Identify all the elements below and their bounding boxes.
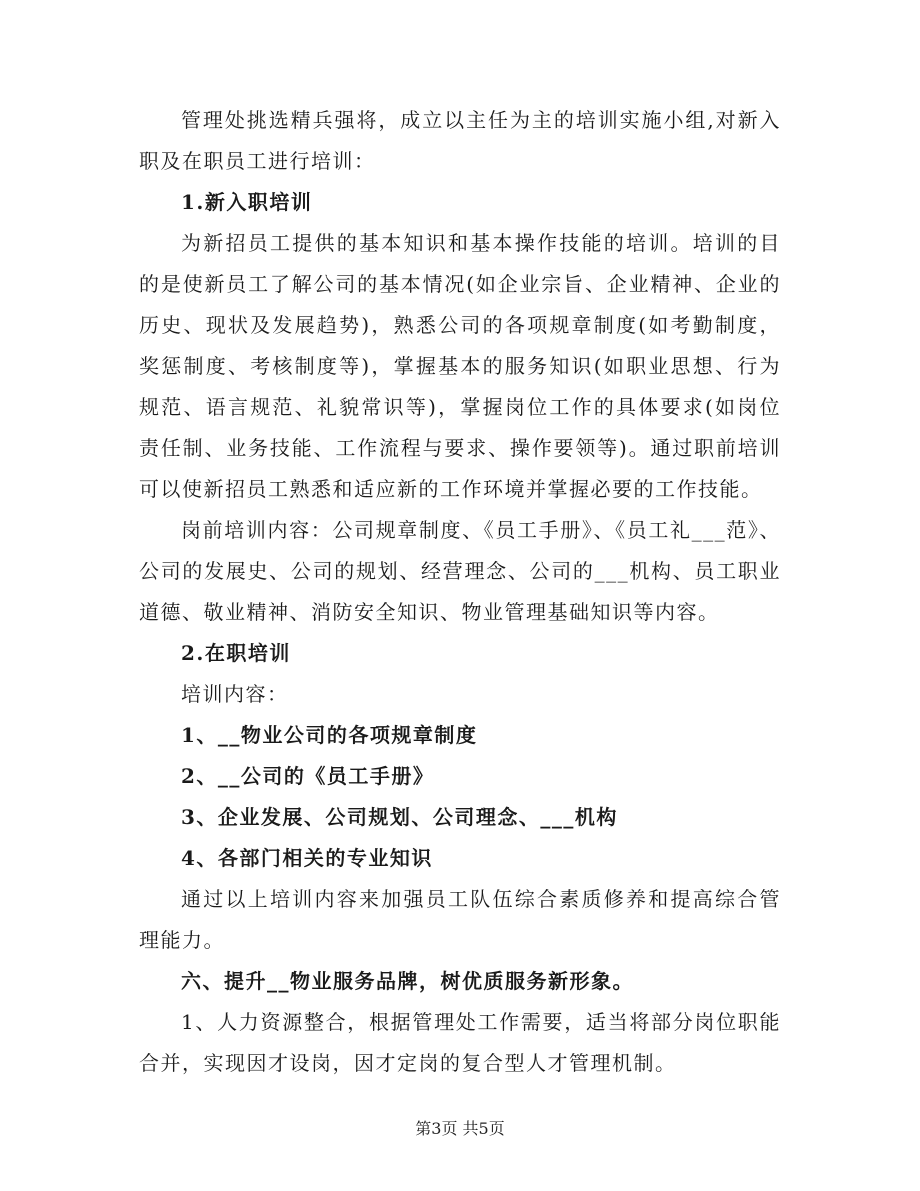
section-heading-on-job: 2.在职培训 xyxy=(181,641,291,665)
pre-job-content-paragraph: 岗前培训内容：公司规章制度、《员工手册》、《员工礼___范》、公司的发展史、公司的规划、经营理念、公司的___机构、员工职业道德、敬业精神、消防安全知识、物业管理基础知识等内容。 xyxy=(139,518,781,624)
list-item: 2、__公司的《员工手册》 xyxy=(181,764,435,788)
list-item: 3、企业发展、公司规划、公司理念、___机构 xyxy=(181,805,618,829)
hr-paragraph: 1、人力资源整合，根据管理处工作需要，适当将部分岗位职能合并，实现因才设岗，因才定岗的复合型人才管理机制。 xyxy=(139,1010,781,1075)
training-content-label: 培训内容： xyxy=(181,682,289,706)
intro-paragraph: 管理处挑选精兵强将，成立以主任为主的培训实施小组,对新入职及在职员工进行培训： xyxy=(139,108,781,173)
section-heading-new-hire: 1.新入职培训 xyxy=(181,190,313,214)
page-number-footer: 第3页 共5页 xyxy=(415,1119,505,1138)
document-body xyxy=(139,100,781,1084)
section-heading-brand: 六、提升__物业服务品牌，树优质服务新形象。 xyxy=(181,969,634,993)
summary-paragraph: 通过以上培训内容来加强员工队伍综合素质修养和提高综合管理能力。 xyxy=(139,887,781,952)
list-item: 1、__物业公司的各项规章制度 xyxy=(181,723,478,747)
list-item: 4、各部门相关的专业知识 xyxy=(181,846,433,870)
new-hire-paragraph: 为新招员工提供的基本知识和基本操作技能的培训。培训的目的是使新员工了解公司的基本情况(如企业宗旨、企业精神、企业的历史、现状及发展趋势)，熟悉公司的各项规章制度(如考勤制度，奖惩制度、考核制度等)，掌握基本的服务知识(如职业思想、行为规范、语言规范、礼貌常识等)，掌握岗位工作的具体要求(如岗位责任制、业务技能、工作流程与要求、操作要领等)。通过职前培训可以使新招员工熟悉和适应新的工作环境并掌握必要的工作技能。 xyxy=(139,231,781,501)
